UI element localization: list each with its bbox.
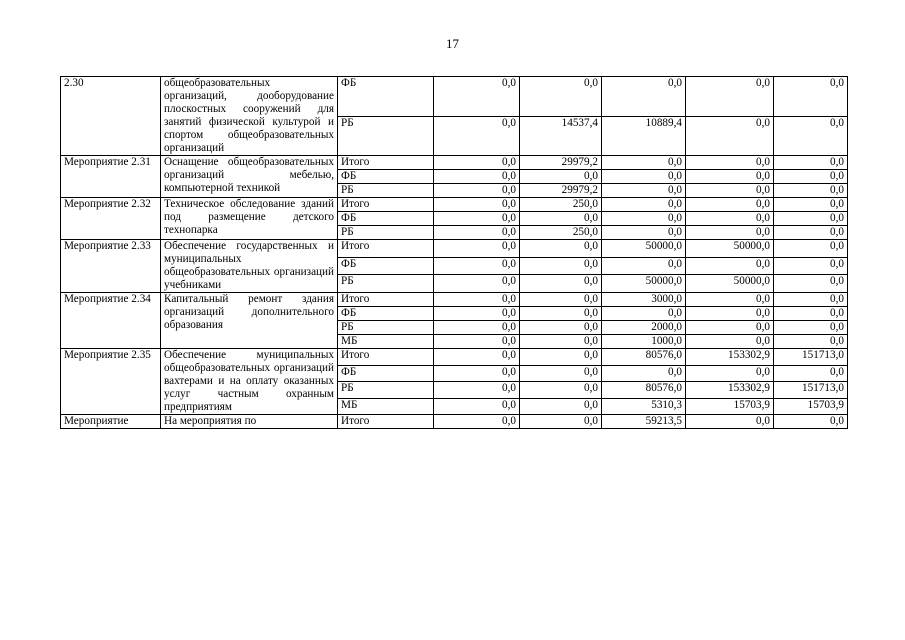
measure-description-cell: Обеспечение муниципальных общеобразовательных организаций вахтерами и на оплату оказанных услуг частным охранным предприятиям xyxy=(161,349,338,415)
table-row xyxy=(61,198,848,212)
amount-cell: 0,0 xyxy=(520,307,602,321)
measure-description-cell: Оснащение общеобразовательных организаций мебелью, компьютерной техникой xyxy=(161,156,338,198)
amount-cell: 250,0 xyxy=(520,198,602,212)
amount-cell: 10889,4 xyxy=(602,116,686,156)
page-number: 17 xyxy=(446,36,459,51)
amount-cell: 0,0 xyxy=(434,275,520,293)
funding-source-cell: РБ xyxy=(338,116,434,156)
measure-description-cell: общеобразовательных организаций, дооборудование плоскостных сооружений для занятий физической культурой и спортом общеобразовательных организаций xyxy=(161,77,338,156)
funding-source-cell: РБ xyxy=(338,226,434,240)
amount-cell: 0,0 xyxy=(774,415,848,429)
amount-cell: 50000,0 xyxy=(602,275,686,293)
table-row xyxy=(61,415,848,429)
amount-cell: 0,0 xyxy=(686,170,774,184)
budget-table-body xyxy=(61,77,848,429)
funding-source-cell: МБ xyxy=(338,398,434,415)
amount-cell: 0,0 xyxy=(602,156,686,170)
funding-source-cell: Итого xyxy=(338,293,434,307)
amount-cell: 250,0 xyxy=(520,226,602,240)
measure-code-cell: Мероприятие xyxy=(61,415,161,429)
funding-source-cell: Итого xyxy=(338,349,434,366)
amount-cell: 0,0 xyxy=(686,184,774,198)
measure-description-cell: Техническое обследование зданий под размещение детского технопарка xyxy=(161,198,338,240)
amount-cell: 0,0 xyxy=(434,116,520,156)
amount-cell: 0,0 xyxy=(774,156,848,170)
amount-cell: 0,0 xyxy=(434,293,520,307)
amount-cell: 5310,3 xyxy=(602,398,686,415)
amount-cell: 0,0 xyxy=(434,307,520,321)
table-row xyxy=(61,349,848,366)
budget-table xyxy=(60,76,848,429)
amount-cell: 153302,9 xyxy=(686,382,774,399)
amount-cell: 29979,2 xyxy=(520,184,602,198)
funding-source-cell: ФБ xyxy=(338,307,434,321)
funding-source-cell: ФБ xyxy=(338,257,434,275)
amount-cell: 0,0 xyxy=(774,226,848,240)
amount-cell: 0,0 xyxy=(520,257,602,275)
amount-cell: 0,0 xyxy=(602,212,686,226)
amount-cell: 0,0 xyxy=(602,198,686,212)
funding-source-cell: Итого xyxy=(338,415,434,429)
amount-cell: 0,0 xyxy=(686,212,774,226)
amount-cell: 0,0 xyxy=(434,415,520,429)
amount-cell: 0,0 xyxy=(520,382,602,399)
amount-cell: 0,0 xyxy=(686,293,774,307)
measure-description-cell: На мероприятия по xyxy=(161,415,338,429)
amount-cell: 1000,0 xyxy=(602,335,686,349)
amount-cell: 0,0 xyxy=(686,116,774,156)
amount-cell: 0,0 xyxy=(520,398,602,415)
measure-code-cell: Мероприятие 2.35 xyxy=(61,349,161,415)
amount-cell: 0,0 xyxy=(520,293,602,307)
amount-cell: 0,0 xyxy=(774,321,848,335)
amount-cell: 151713,0 xyxy=(774,382,848,399)
amount-cell: 15703,9 xyxy=(774,398,848,415)
amount-cell: 0,0 xyxy=(774,212,848,226)
amount-cell: 0,0 xyxy=(434,170,520,184)
amount-cell: 0,0 xyxy=(434,382,520,399)
amount-cell: 0,0 xyxy=(602,307,686,321)
amount-cell: 0,0 xyxy=(520,415,602,429)
amount-cell: 153302,9 xyxy=(686,349,774,366)
amount-cell: 0,0 xyxy=(686,198,774,212)
amount-cell: 0,0 xyxy=(434,349,520,366)
amount-cell: 0,0 xyxy=(520,321,602,335)
amount-cell: 0,0 xyxy=(774,365,848,382)
amount-cell: 15703,9 xyxy=(686,398,774,415)
funding-source-cell: РБ xyxy=(338,382,434,399)
amount-cell: 0,0 xyxy=(686,321,774,335)
amount-cell: 0,0 xyxy=(686,307,774,321)
amount-cell: 0,0 xyxy=(774,77,848,117)
amount-cell: 0,0 xyxy=(434,365,520,382)
amount-cell: 14537,4 xyxy=(520,116,602,156)
amount-cell: 0,0 xyxy=(774,275,848,293)
amount-cell: 0,0 xyxy=(774,293,848,307)
amount-cell: 0,0 xyxy=(774,184,848,198)
amount-cell: 3000,0 xyxy=(602,293,686,307)
funding-source-cell: Итого xyxy=(338,198,434,212)
funding-source-cell: МБ xyxy=(338,335,434,349)
funding-source-cell: ФБ xyxy=(338,212,434,226)
amount-cell: 0,0 xyxy=(602,170,686,184)
amount-cell: 0,0 xyxy=(434,156,520,170)
amount-cell: 0,0 xyxy=(602,257,686,275)
amount-cell: 0,0 xyxy=(434,77,520,117)
amount-cell: 0,0 xyxy=(434,398,520,415)
table-row xyxy=(61,77,848,117)
amount-cell: 0,0 xyxy=(520,335,602,349)
amount-cell: 0,0 xyxy=(602,184,686,198)
amount-cell: 0,0 xyxy=(520,349,602,366)
table-row xyxy=(61,240,848,258)
funding-source-cell: РБ xyxy=(338,321,434,335)
amount-cell: 80576,0 xyxy=(602,382,686,399)
amount-cell: 0,0 xyxy=(602,226,686,240)
amount-cell: 0,0 xyxy=(774,240,848,258)
measure-code-cell: Мероприятие 2.32 xyxy=(61,198,161,240)
amount-cell: 0,0 xyxy=(602,77,686,117)
amount-cell: 0,0 xyxy=(434,321,520,335)
measure-description-cell: Капитальный ремонт здания организаций дополнительного образования xyxy=(161,293,338,349)
amount-cell: 0,0 xyxy=(434,257,520,275)
funding-source-cell: Итого xyxy=(338,156,434,170)
amount-cell: 0,0 xyxy=(686,156,774,170)
amount-cell: 0,0 xyxy=(602,365,686,382)
table-row xyxy=(61,293,848,307)
amount-cell: 0,0 xyxy=(686,335,774,349)
amount-cell: 80576,0 xyxy=(602,349,686,366)
amount-cell: 29979,2 xyxy=(520,156,602,170)
funding-source-cell: ФБ xyxy=(338,365,434,382)
amount-cell: 0,0 xyxy=(686,365,774,382)
amount-cell: 0,0 xyxy=(686,226,774,240)
amount-cell: 0,0 xyxy=(520,275,602,293)
amount-cell: 0,0 xyxy=(434,240,520,258)
amount-cell: 0,0 xyxy=(520,170,602,184)
measure-description-cell: Обеспечение государственных и муниципальных общеобразовательных организаций учебниками xyxy=(161,240,338,293)
amount-cell: 0,0 xyxy=(434,198,520,212)
amount-cell: 151713,0 xyxy=(774,349,848,366)
funding-source-cell: РБ xyxy=(338,184,434,198)
measure-code-cell: Мероприятие 2.31 xyxy=(61,156,161,198)
amount-cell: 0,0 xyxy=(774,257,848,275)
funding-source-cell: ФБ xyxy=(338,170,434,184)
amount-cell: 0,0 xyxy=(520,365,602,382)
amount-cell: 0,0 xyxy=(774,307,848,321)
measure-code-cell: 2.30 xyxy=(61,77,161,156)
measure-code-cell: Мероприятие 2.33 xyxy=(61,240,161,293)
amount-cell: 0,0 xyxy=(774,116,848,156)
amount-cell: 0,0 xyxy=(434,226,520,240)
amount-cell: 59213,5 xyxy=(602,415,686,429)
amount-cell: 0,0 xyxy=(686,257,774,275)
funding-source-cell: РБ xyxy=(338,275,434,293)
amount-cell: 0,0 xyxy=(686,415,774,429)
amount-cell: 0,0 xyxy=(686,77,774,117)
amount-cell: 50000,0 xyxy=(602,240,686,258)
amount-cell: 0,0 xyxy=(434,335,520,349)
measure-code-cell: Мероприятие 2.34 xyxy=(61,293,161,349)
amount-cell: 0,0 xyxy=(434,184,520,198)
table-row xyxy=(61,156,848,170)
amount-cell: 0,0 xyxy=(774,198,848,212)
funding-source-cell: ФБ xyxy=(338,77,434,117)
amount-cell: 0,0 xyxy=(774,335,848,349)
amount-cell: 0,0 xyxy=(434,212,520,226)
amount-cell: 0,0 xyxy=(520,77,602,117)
amount-cell: 50000,0 xyxy=(686,275,774,293)
amount-cell: 2000,0 xyxy=(602,321,686,335)
amount-cell: 0,0 xyxy=(774,170,848,184)
amount-cell: 50000,0 xyxy=(686,240,774,258)
amount-cell: 0,0 xyxy=(520,212,602,226)
amount-cell: 0,0 xyxy=(520,240,602,258)
funding-source-cell: Итого xyxy=(338,240,434,258)
